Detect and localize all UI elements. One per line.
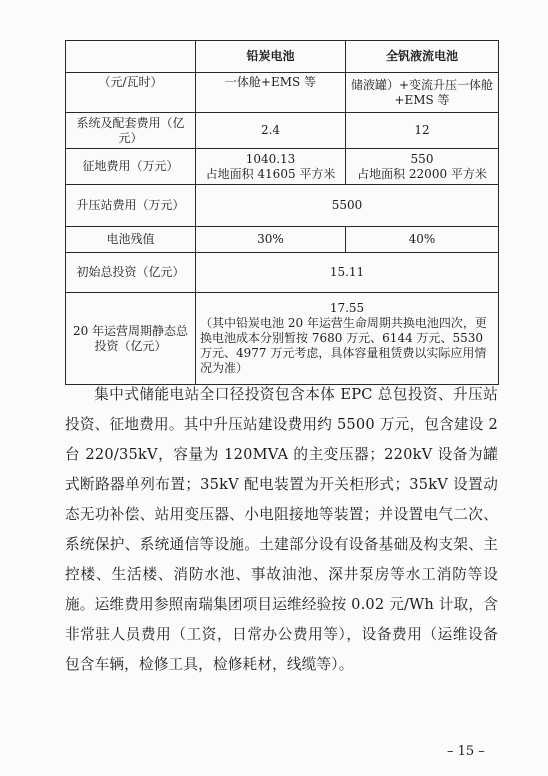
row-label: 20 年运营周期静态总投资（亿元） — [66, 293, 196, 385]
body-paragraph: 集中式储能电站全口径投资包含本体 EPC 总包投资、升压站投资、征地费用。其中升压站建设费用约 5500 万元，包含建设 2 台 220/35kV，容量为 120MVA 的主变压器；220kV 设备为罐式断路器单列布置；35kV 配电装置为开关柜形式；35kV 设置动态无功补偿、站用变压器、小电阻接地等装置；并设置电气二次、系统保护、系统通信等设施。土建部分设有设备基础及构支架、主控楼、生活楼、消防水池、事故油池、深井泵房等水工消防等设施。运维费用参照南瑞集团项目运维经验按 0.02 元/Wh 计取，含非常驻人员费用（工资，日常办公费用等），设备费用（运维设备包含车辆，检修工具，检修耗材，线缆等）。 — [65, 386, 498, 673]
cell-value: 30% — [196, 227, 346, 253]
cell-value: 1040.13 占地面积 41605 平方米 — [196, 149, 346, 185]
row-label: 系统及配套费用（亿元） — [66, 113, 196, 149]
table-row — [66, 113, 499, 149]
table-row — [66, 227, 499, 253]
header-cell-empty — [66, 41, 196, 73]
row-label: 征地费用（万元） — [66, 149, 196, 185]
cell-value-merged: 5500 — [196, 185, 499, 227]
cell-value: 12 — [346, 113, 499, 149]
cell-value: 550 占地面积 22000 平方米 — [346, 149, 499, 185]
investment-table — [65, 40, 499, 385]
page-number: – 15 – — [447, 744, 485, 759]
cell-value: 40% — [346, 227, 499, 253]
header-lead-carbon: 铅炭电池 — [196, 41, 346, 73]
row-label: 初始总投资（亿元） — [66, 253, 196, 293]
table-header-row — [66, 41, 499, 73]
row-label: （元/瓦时） — [66, 73, 196, 113]
table-row — [66, 185, 499, 227]
cell-value: 2.4 — [196, 113, 346, 149]
table-row — [66, 253, 499, 293]
row-label: 电池残值 — [66, 227, 196, 253]
static-total-note: （其中铅炭电池 20 年运营生命周期共换电池四次，更换电池成本分别暂按 7680 万元、6144 万元、5530 万元、4977 万元考虑，具体容量租赁费以实际应用情况为准） — [200, 316, 487, 375]
cell-value: 一体舱+EMS 等 — [196, 73, 346, 113]
table-row — [66, 73, 499, 113]
static-total-value: 17.55 — [329, 301, 365, 315]
table-row — [66, 149, 499, 185]
header-vanadium-flow: 全钒液流电池 — [346, 41, 499, 73]
cell-value: 储液罐）+变流升压一体舱+EMS 等 — [346, 73, 499, 113]
cell-value-merged: 15.11 — [196, 253, 499, 293]
cell-value-note — [196, 293, 499, 385]
table-row — [66, 293, 499, 385]
row-label: 升压站费用（万元） — [66, 185, 196, 227]
